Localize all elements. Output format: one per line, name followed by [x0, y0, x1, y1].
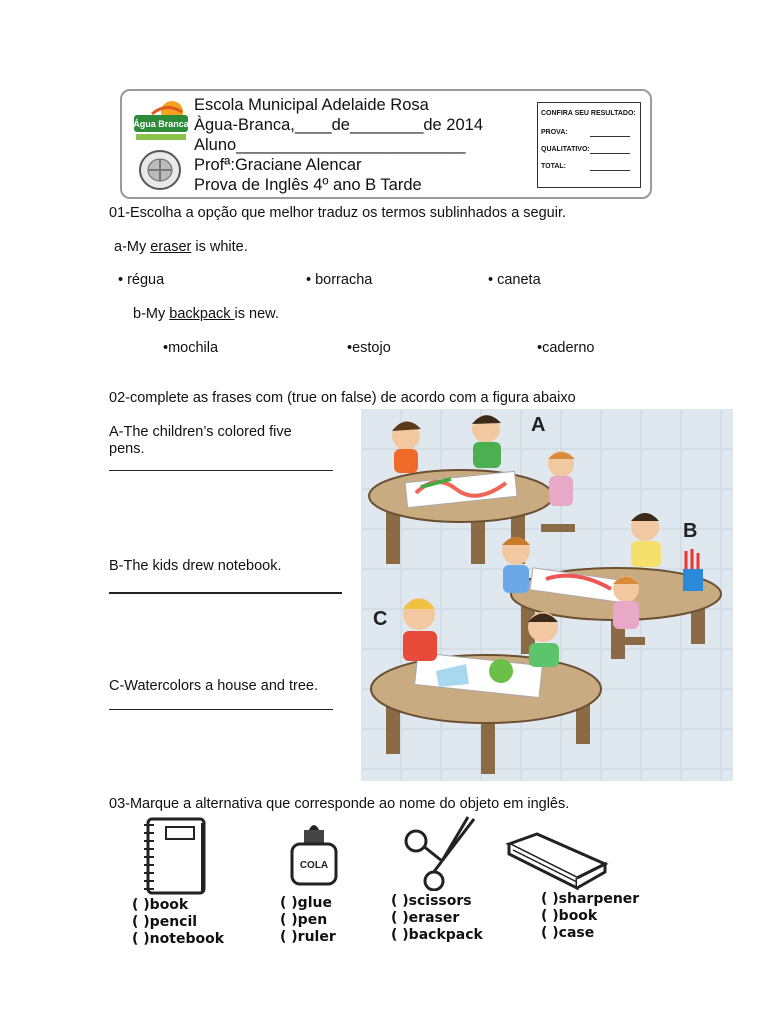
choice-notebook[interactable]: ( )notebook — [132, 931, 225, 947]
label-a: A — [531, 414, 546, 436]
municipal-seal-icon — [134, 148, 186, 192]
q2-a-line2: pens. — [109, 441, 145, 457]
q1-prompt: 01-Escolha a opção que melhor traduz os termos sublinhados a seguir. — [109, 205, 567, 221]
choice-case[interactable]: ( )case — [541, 925, 595, 941]
q1-b-option-2[interactable]: •estojo — [347, 340, 391, 356]
choice-book[interactable]: ( )book — [132, 897, 189, 913]
q2-c-sentence: C-Watercolors a house and tree. — [109, 678, 319, 694]
choice-sharpener[interactable]: ( )sharpener — [541, 891, 640, 907]
scissors-icon — [402, 815, 482, 891]
choice-pencil[interactable]: ( )pencil — [132, 914, 198, 930]
result-title: CONFIRA SEU RESULTADO: — [541, 110, 636, 117]
q2-a-answer-line[interactable] — [109, 470, 333, 471]
q3-group-3 — [391, 893, 483, 944]
q1-b-sentence: b-My backpack is new. — [133, 306, 279, 322]
agua-branca-logo — [132, 98, 190, 144]
classroom-illustration — [361, 409, 733, 781]
book-icon — [505, 830, 609, 892]
q1-b-option-3[interactable]: •caderno — [537, 340, 595, 356]
q2-prompt: 02-complete as frases com (true on false) de acordo com a figura abaixo — [109, 390, 576, 406]
choice-glue[interactable]: ( )glue — [280, 895, 332, 911]
choice-ruler[interactable]: ( )ruler — [280, 929, 336, 945]
result-row-total: TOTAL: — [541, 163, 567, 170]
choice-pen[interactable]: ( )pen — [280, 912, 328, 928]
header-text — [194, 95, 483, 195]
q3-group-1 — [132, 897, 224, 948]
choice-book-2[interactable]: ( )book — [541, 908, 598, 924]
q3-group-2 — [280, 895, 336, 946]
student-line: Aluno_________________________ — [194, 136, 466, 154]
q1-a-term: eraser — [150, 239, 192, 255]
q2-a-line1: A-The children’s colored five — [109, 424, 292, 440]
notebook-icon — [140, 815, 210, 899]
q1-a-sentence: a-My eraser is white. — [114, 239, 248, 255]
q1-a-option-3[interactable]: • caneta — [488, 272, 541, 288]
label-b: B — [683, 520, 698, 542]
q3-prompt: 03-Marque a alternativa que corresponde ao nome do objeto em inglês. — [109, 796, 570, 812]
result-row-qualitativo: QUALITATIVO: — [541, 146, 590, 153]
q2-c-answer-line[interactable] — [109, 709, 333, 710]
logo-text: Água Branca — [133, 119, 189, 129]
choice-scissors[interactable]: ( )scissors — [391, 893, 472, 909]
q1-a-option-1[interactable]: • régua — [118, 272, 165, 288]
teacher-name: Profª:Graciane Alencar — [194, 156, 362, 174]
city-date-line: Àgua-Branca,____de________de 2014 — [194, 116, 484, 134]
q1-a-option-2[interactable]: • borracha — [306, 272, 373, 288]
q1-b-term: backpack — [169, 306, 235, 322]
glue-label: COLA — [299, 860, 329, 871]
glue-icon — [288, 818, 340, 888]
exam-title: Prova de Inglês 4º ano B Tarde — [194, 176, 422, 194]
q2-b-sentence: B-The kids drew notebook. — [109, 558, 282, 574]
result-box — [537, 102, 641, 188]
choice-eraser[interactable]: ( )eraser — [391, 910, 460, 926]
school-name: Escola Municipal Adelaide Rosa — [194, 96, 429, 114]
result-row-prova: PROVA: — [541, 129, 568, 136]
school-header — [120, 89, 652, 199]
q2-b-answer-line[interactable] — [109, 592, 342, 594]
q1-b-option-1[interactable]: •mochila — [163, 340, 219, 356]
q3-group-4 — [541, 891, 639, 942]
choice-backpack[interactable]: ( )backpack — [391, 927, 483, 943]
label-c: C — [373, 608, 388, 630]
